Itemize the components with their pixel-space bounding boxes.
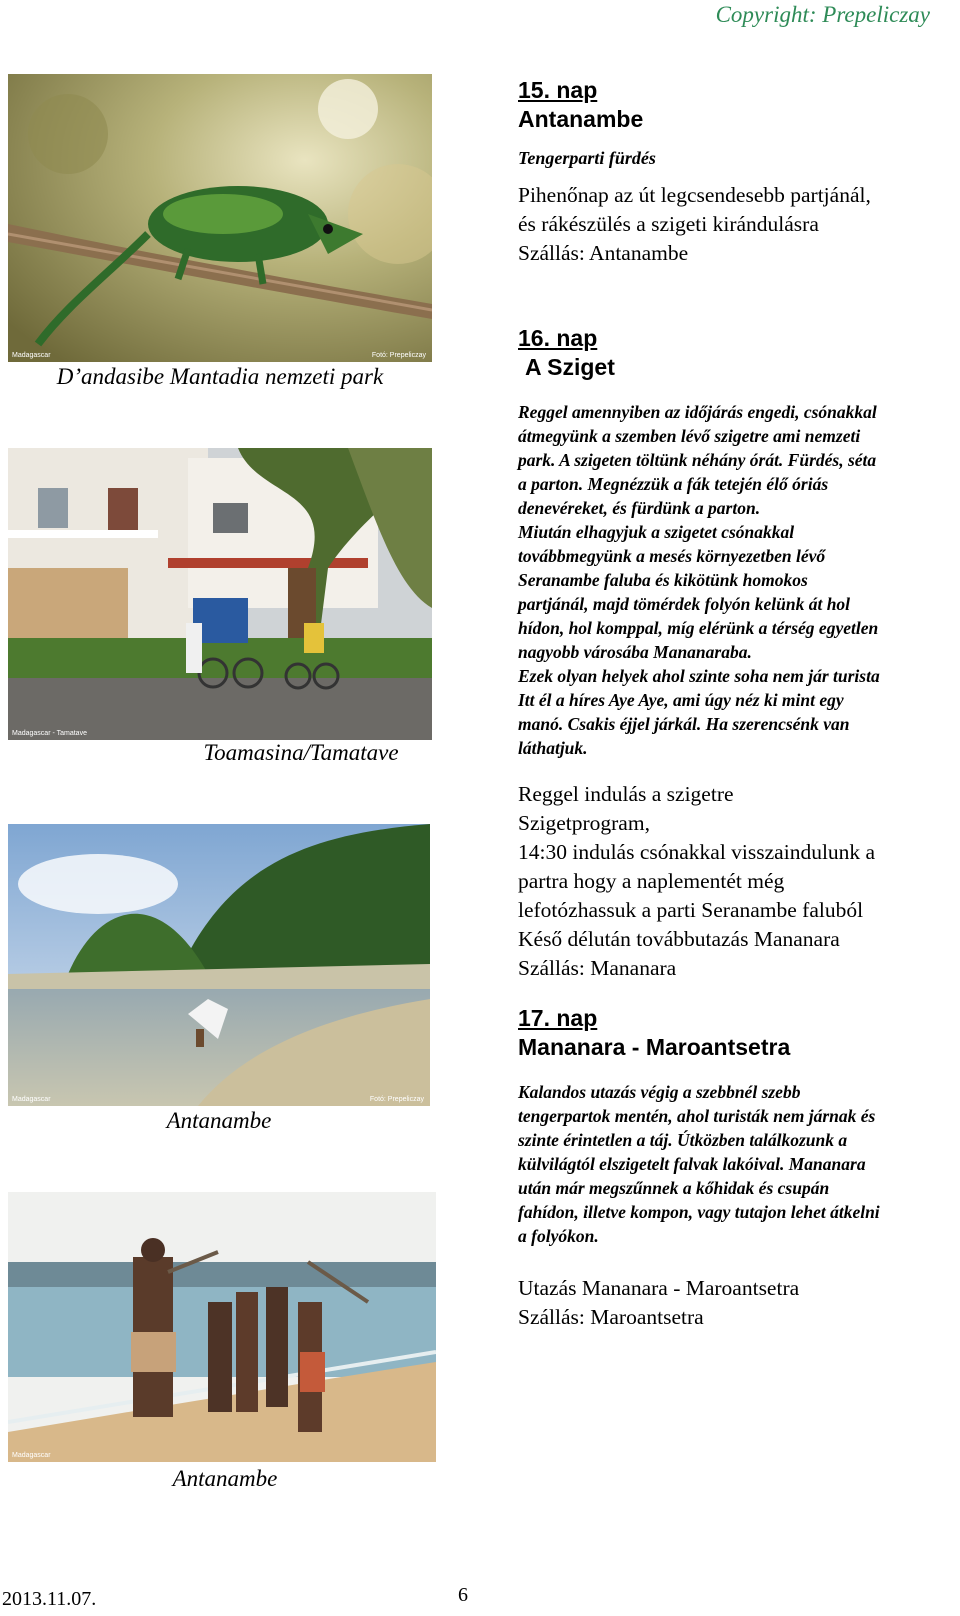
photo-street	[8, 448, 432, 740]
text-line: Itt él a híres Aye Aye, ami úgy néz ki mint egy	[518, 690, 844, 710]
day-15-section	[518, 76, 958, 268]
text-line: nagyobb városába Mananaraba.	[518, 642, 752, 662]
day-17-section	[518, 1004, 958, 1332]
photo-watermark: Madagascar	[12, 352, 51, 359]
text-line: Késő délután továbbutazás Mananara	[518, 927, 840, 951]
photo-caption: D’andasibe Mantadia nemzeti park	[56, 364, 384, 389]
day-description	[518, 400, 954, 760]
text-line: és rákészülés a szigeti kirándulásra	[518, 212, 819, 236]
photo-children-beach	[8, 1192, 436, 1462]
text-line: átmegyünk a szemben lévő szigetre ami nemzeti	[518, 426, 861, 446]
photo-watermark: Fotó: Prepeliczay	[371, 352, 426, 359]
day-description	[518, 1080, 954, 1248]
photo-caption: Toamasina/Tamatave	[203, 740, 399, 765]
text-line: a parton. Megnézzük a fák tetején élő óriás	[518, 474, 829, 494]
text-line: Pihenőnap az út legcsendesebb partjánál,	[518, 183, 871, 207]
text-line: Szállás: Mananara	[518, 956, 677, 980]
text-line: partjánál, majd tömérdek folyón kelünk át hol	[518, 594, 851, 614]
footer-date: 2013.11.07.	[2, 1588, 97, 1610]
text-line: külvilágtól elszigetelt falvak lakóival. Mananara	[518, 1154, 866, 1174]
photo-watermark: Madagascar - Tamatave	[12, 730, 87, 737]
day-16-section	[518, 324, 958, 983]
street-image	[8, 448, 432, 740]
day-number: 16. nap	[518, 325, 598, 351]
beach-palms-image	[8, 824, 430, 1106]
text-line: láthatjuk.	[518, 738, 588, 758]
day-subtitle: Tengerparti fürdés	[518, 148, 656, 168]
photo-chameleon	[8, 74, 432, 362]
text-line: 14:30 indulás csónakkal visszaindulunk a	[518, 840, 876, 864]
text-line: park. A szigeten töltünk néhány órát. Fürdés, séta	[518, 450, 877, 470]
day-details	[518, 1274, 958, 1332]
text-line: Miután elhagyjuk a szigetet csónakkal	[518, 522, 795, 542]
text-line: lefotózhassuk a parti Seranambe faluból	[518, 898, 864, 922]
copyright-notice: Copyright: Prepeliczay	[715, 2, 930, 27]
text-line: tengerpartok mentén, ahol turisták nem járnak és	[518, 1106, 876, 1126]
day-number: 15. nap	[518, 77, 598, 103]
text-line: Szállás: Maroantsetra	[518, 1305, 704, 1329]
photo-caption: Antanambe	[172, 1466, 278, 1491]
text-line: szinte érintetlen a táj. Útközben találkozunk a	[518, 1130, 848, 1150]
photo-beach-palms	[8, 824, 430, 1106]
photo-watermark: Madagascar	[12, 1452, 51, 1459]
children-beach-image	[8, 1192, 436, 1462]
text-line: a folyókon.	[518, 1226, 599, 1246]
text-line: partra hogy a naplementét még	[518, 869, 785, 893]
page-number: 6	[458, 1584, 468, 1606]
text-line: denevéreket, és fürdünk a parton.	[518, 498, 761, 518]
photo-watermark: Madagascar	[12, 1096, 51, 1103]
text-line: Utazás Mananara - Maroantsetra	[518, 1276, 800, 1300]
text-line: Reggel amennyiben az időjárás engedi, csónakkal	[518, 402, 877, 422]
day-title: A Sziget	[525, 354, 615, 380]
text-line: Ezek olyan helyek ahol szinte soha nem jár turista	[518, 666, 880, 686]
text-line: Szállás: Antanambe	[518, 241, 689, 265]
photo-watermark: Fotó: Prepeliczay	[369, 1096, 424, 1103]
day-title: Mananara - Maroantsetra	[518, 1034, 791, 1060]
text-line: Szigetprogram,	[518, 811, 650, 835]
text-line: Seranambe faluba és kikötünk homokos	[518, 570, 808, 590]
day-details	[518, 780, 958, 983]
chameleon-image	[8, 74, 432, 362]
day-details	[518, 181, 958, 268]
text-line: továbbmegyünk a mesés környezetben lévő	[518, 546, 826, 566]
day-title: Antanambe	[518, 106, 644, 132]
text-line: Reggel indulás a szigetre	[518, 782, 734, 806]
text-line: fahídon, illetve kompon, vagy tutajon lehet átkelni	[518, 1202, 880, 1222]
text-line: Kalandos utazás végig a szebbnél szebb	[518, 1082, 801, 1102]
text-line: után már megszűnnek a kőhidak és csupán	[518, 1178, 830, 1198]
text-line: hídon, hol komppal, míg elérünk a térség egyetlen	[518, 618, 879, 638]
photo-caption: Antanambe	[166, 1108, 272, 1133]
text-line: manó. Csakis éjjel járkál. Ha szerencsénk van	[518, 714, 850, 734]
day-number: 17. nap	[518, 1005, 598, 1031]
